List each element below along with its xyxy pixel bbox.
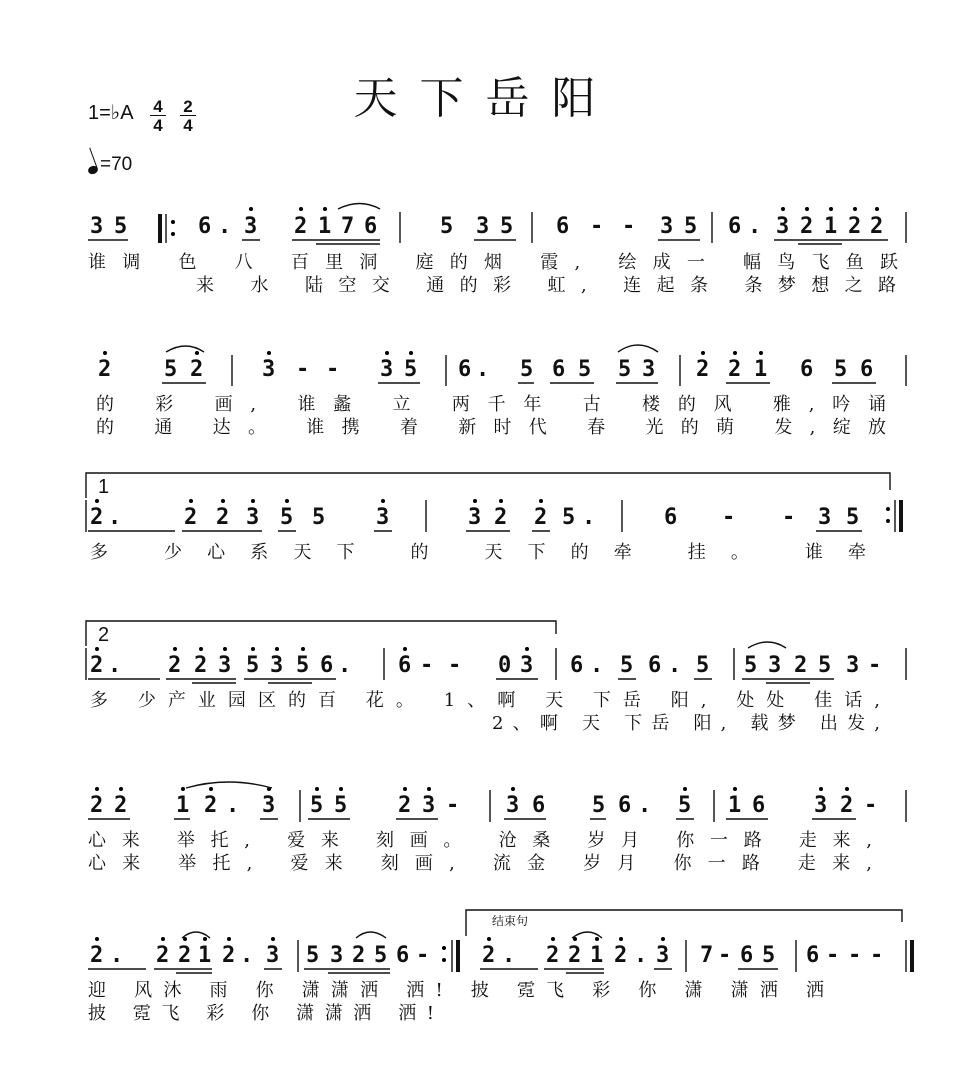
svg-text:3: 3 xyxy=(218,653,232,678)
svg-text:2: 2 xyxy=(156,943,170,968)
svg-text:5: 5 xyxy=(578,357,592,382)
time-signature-1: 4 4 xyxy=(150,98,166,134)
svg-text:3: 3 xyxy=(262,357,276,382)
svg-text:6: 6 xyxy=(740,943,754,968)
svg-text:5: 5 xyxy=(310,793,324,818)
svg-text:3: 3 xyxy=(506,793,520,818)
svg-text:.: . xyxy=(638,793,652,818)
lyrics-line: 心来 举托, 爱来 刻画, 流金 岁月 你一路 走来, xyxy=(88,853,872,874)
svg-text:2: 2 xyxy=(398,793,412,818)
svg-text:3: 3 xyxy=(262,793,276,818)
svg-text:6: 6 xyxy=(552,357,566,382)
svg-text:2: 2 xyxy=(696,357,710,382)
system-5 xyxy=(88,782,906,874)
svg-text:2: 2 xyxy=(794,653,808,678)
lyrics-line: 迎 风沐 雨 你 潇潇洒 洒! 披 霓飞 彩 你 潇 潇洒 洒 xyxy=(88,980,824,1001)
svg-text:5: 5 xyxy=(312,505,326,530)
svg-text:.: . xyxy=(218,214,232,239)
second-ending-number: 2 xyxy=(98,624,110,646)
lyrics-line: 多 少产业园区的百 花。 1、啊 天 下岳 阳, 处处 佳话, xyxy=(90,690,880,711)
svg-text:.: . xyxy=(108,653,122,678)
svg-text:-: - xyxy=(416,943,430,968)
svg-text:2: 2 xyxy=(90,943,104,968)
svg-text:3: 3 xyxy=(476,214,490,239)
svg-text:6: 6 xyxy=(664,505,678,530)
first-ending-number: 1 xyxy=(98,476,110,498)
svg-text:-: - xyxy=(868,653,882,678)
svg-text:.: . xyxy=(476,357,490,382)
svg-text:-: - xyxy=(782,505,796,530)
svg-text:1: 1 xyxy=(754,357,768,382)
svg-text:-: - xyxy=(864,793,878,818)
svg-text:3: 3 xyxy=(422,793,436,818)
system-6 xyxy=(88,910,912,1024)
svg-text:.: . xyxy=(338,653,352,678)
svg-text:3: 3 xyxy=(846,653,860,678)
svg-text:2: 2 xyxy=(222,943,236,968)
svg-text:5: 5 xyxy=(280,505,294,530)
svg-text:3: 3 xyxy=(380,357,394,382)
svg-text:6: 6 xyxy=(728,214,742,239)
svg-text:3: 3 xyxy=(330,943,344,968)
svg-text:2: 2 xyxy=(114,793,128,818)
svg-text:-: - xyxy=(826,943,840,968)
svg-text:2: 2 xyxy=(90,505,104,530)
system-3 xyxy=(86,473,901,563)
svg-text:1: 1 xyxy=(176,793,190,818)
svg-text:5: 5 xyxy=(520,357,534,382)
svg-text:.: . xyxy=(502,943,516,968)
svg-text:6: 6 xyxy=(198,214,212,239)
coda-label: 结束句 xyxy=(492,914,529,928)
lyrics-line: 谁调 色 八 百里洞 庭的烟 霞, 绘成一 幅鸟飞鱼跃 xyxy=(88,252,898,273)
svg-text:-: - xyxy=(296,357,310,382)
lyrics-line: 心来 举托, 爱来 刻画。 沧桑 岁月 你一路 走来, xyxy=(88,830,873,851)
svg-text:3: 3 xyxy=(776,214,790,239)
svg-text:1: 1 xyxy=(824,214,838,239)
svg-text:2: 2 xyxy=(90,653,104,678)
svg-text:-: - xyxy=(448,653,462,678)
svg-text:2: 2 xyxy=(294,214,308,239)
svg-text:6: 6 xyxy=(648,653,662,678)
svg-text:3: 3 xyxy=(376,505,390,530)
svg-text:2: 2 xyxy=(184,505,198,530)
svg-text:6: 6 xyxy=(800,357,814,382)
system-4 xyxy=(86,621,906,734)
svg-text:3: 3 xyxy=(768,653,782,678)
svg-text:2: 2 xyxy=(870,214,884,239)
svg-text:6: 6 xyxy=(618,793,632,818)
svg-text:5: 5 xyxy=(846,505,860,530)
key-signature: 1=♭A xyxy=(88,102,134,124)
svg-text:2: 2 xyxy=(840,793,854,818)
svg-text:6: 6 xyxy=(532,793,546,818)
tempo-marking: =70 xyxy=(88,154,132,176)
svg-text:-: - xyxy=(870,943,884,968)
svg-text:-: - xyxy=(420,653,434,678)
svg-text:7: 7 xyxy=(700,943,714,968)
svg-text:5: 5 xyxy=(114,214,128,239)
svg-text:3: 3 xyxy=(244,214,258,239)
svg-text:2: 2 xyxy=(482,943,496,968)
svg-text:6: 6 xyxy=(396,943,410,968)
svg-text:2: 2 xyxy=(194,653,208,678)
svg-text:5: 5 xyxy=(164,357,178,382)
svg-text:0: 0 xyxy=(498,653,512,678)
lyrics-line: 的 通 达。 谁携 着 新时代 春 光的萌 发,绽放 xyxy=(96,417,886,438)
svg-text:5: 5 xyxy=(246,653,260,678)
svg-text:5: 5 xyxy=(500,214,514,239)
svg-text:3: 3 xyxy=(90,214,104,239)
svg-text:6: 6 xyxy=(752,793,766,818)
svg-text:2: 2 xyxy=(614,943,628,968)
system-1 xyxy=(88,204,906,297)
svg-text:.: . xyxy=(108,505,122,530)
svg-text:2: 2 xyxy=(216,505,230,530)
svg-text:2: 2 xyxy=(90,793,104,818)
svg-text:3: 3 xyxy=(246,505,260,530)
svg-text:5: 5 xyxy=(696,653,710,678)
svg-text:.: . xyxy=(582,505,596,530)
svg-text:3: 3 xyxy=(270,653,284,678)
svg-text:3: 3 xyxy=(642,357,656,382)
svg-text:2: 2 xyxy=(546,943,560,968)
lyrics-line: 来 水 陆空交 通的彩 虹, 连起条 条梦想之路 xyxy=(196,275,896,296)
svg-text:5: 5 xyxy=(404,357,418,382)
svg-text:2: 2 xyxy=(98,357,112,382)
svg-text:.: . xyxy=(226,793,240,818)
svg-text:.: . xyxy=(634,943,648,968)
svg-text:6: 6 xyxy=(458,357,472,382)
time-signature-2: 2 4 xyxy=(180,98,196,134)
svg-text:2: 2 xyxy=(534,505,548,530)
svg-text:2: 2 xyxy=(178,943,192,968)
svg-text:2: 2 xyxy=(568,943,582,968)
svg-text:-: - xyxy=(848,943,862,968)
system-2 xyxy=(96,345,906,438)
svg-text:5: 5 xyxy=(678,793,692,818)
svg-text:5: 5 xyxy=(620,653,634,678)
svg-text:6: 6 xyxy=(398,653,412,678)
svg-text:6: 6 xyxy=(320,653,334,678)
svg-text:2: 2 xyxy=(800,214,814,239)
svg-text:2: 2 xyxy=(352,943,366,968)
svg-text:3: 3 xyxy=(656,943,670,968)
lyrics-line: 披 霓飞 彩 你 潇潇洒 洒! xyxy=(88,1003,434,1024)
svg-text:2: 2 xyxy=(494,505,508,530)
svg-text:5: 5 xyxy=(684,214,698,239)
svg-text:5: 5 xyxy=(440,214,454,239)
svg-text:6: 6 xyxy=(860,357,874,382)
svg-text:3: 3 xyxy=(520,653,534,678)
svg-text:-: - xyxy=(326,357,340,382)
svg-text:2: 2 xyxy=(728,357,742,382)
svg-text:6: 6 xyxy=(556,214,570,239)
svg-text:3: 3 xyxy=(266,943,280,968)
svg-text:1: 1 xyxy=(198,943,212,968)
lyrics-line: 2、啊 天 下岳 阳, 载梦 出发, xyxy=(492,713,880,734)
svg-text:.: . xyxy=(240,943,254,968)
page-title: 天下岳阳 xyxy=(353,73,618,124)
svg-text:3: 3 xyxy=(468,505,482,530)
svg-text:1: 1 xyxy=(590,943,604,968)
svg-text:5: 5 xyxy=(834,357,848,382)
svg-text:2: 2 xyxy=(204,793,218,818)
svg-text:5: 5 xyxy=(306,943,320,968)
svg-text:2: 2 xyxy=(848,214,862,239)
svg-text:5: 5 xyxy=(618,357,632,382)
svg-text:3: 3 xyxy=(814,793,828,818)
svg-text:5: 5 xyxy=(296,653,310,678)
svg-text:5: 5 xyxy=(334,793,348,818)
svg-text:2: 2 xyxy=(168,653,182,678)
svg-text:5: 5 xyxy=(818,653,832,678)
svg-text:5: 5 xyxy=(762,943,776,968)
svg-text:3: 3 xyxy=(660,214,674,239)
svg-text:6: 6 xyxy=(570,653,584,678)
lyrics-line: 的 彩 画, 谁蠡 立 两千年 古 楼的风 雅,吟诵 xyxy=(96,394,887,415)
svg-text:-: - xyxy=(718,943,732,968)
svg-text:-: - xyxy=(622,214,636,239)
svg-text:.: . xyxy=(110,943,124,968)
svg-text:-: - xyxy=(446,793,460,818)
svg-text:6: 6 xyxy=(364,214,378,239)
svg-text:.: . xyxy=(748,214,762,239)
svg-text:5: 5 xyxy=(562,505,576,530)
svg-text:1: 1 xyxy=(318,214,332,239)
svg-text:1: 1 xyxy=(728,793,742,818)
svg-text:-: - xyxy=(722,505,736,530)
svg-text:5: 5 xyxy=(374,943,388,968)
svg-text:.: . xyxy=(668,653,682,678)
svg-text:2: 2 xyxy=(190,357,204,382)
svg-text:-: - xyxy=(590,214,604,239)
svg-text:6: 6 xyxy=(806,943,820,968)
svg-text:5: 5 xyxy=(592,793,606,818)
svg-text:7: 7 xyxy=(341,214,355,239)
svg-text:.: . xyxy=(590,653,604,678)
svg-text:5: 5 xyxy=(744,653,758,678)
lyrics-line: 多 少心系天下 的 天下的牵 挂。 谁牵 xyxy=(90,542,866,563)
svg-text:3: 3 xyxy=(818,505,832,530)
